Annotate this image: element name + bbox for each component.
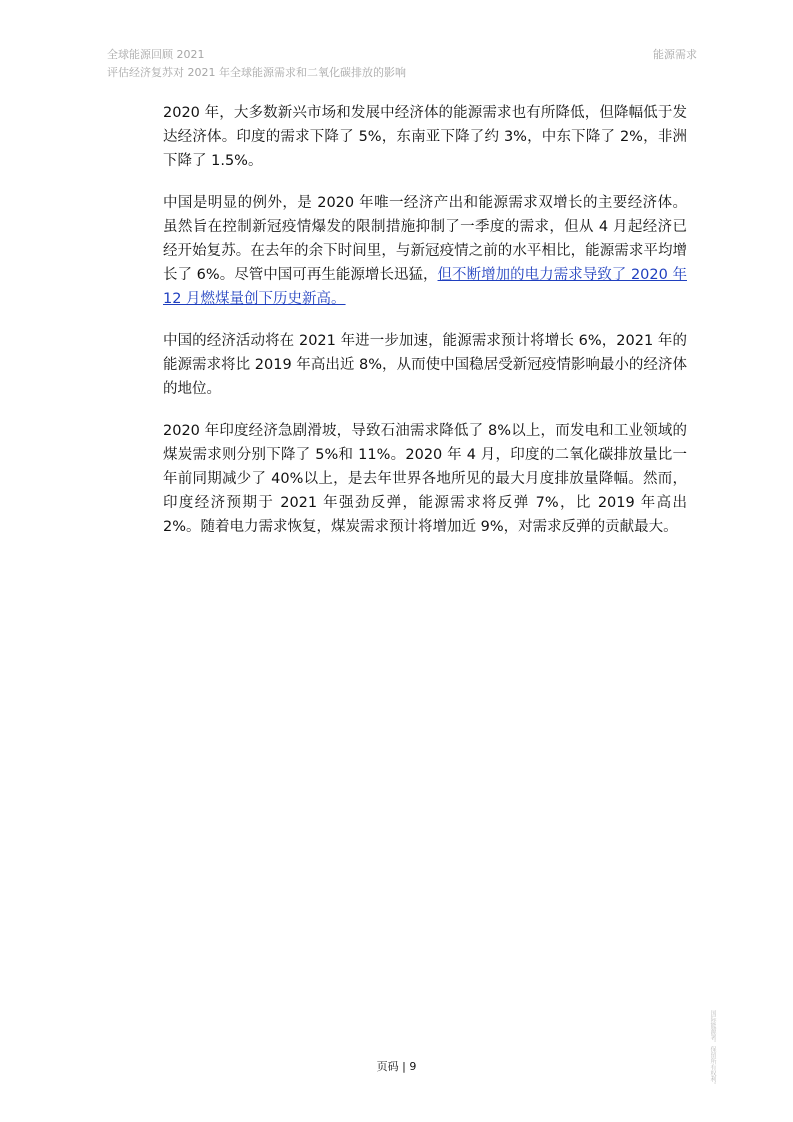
report-subtitle: 评估经济复苏对 2021 年全球能源需求和二氧化碳排放的影响: [107, 66, 406, 79]
copyright-note: 国际能源署。保留所有权利。: [709, 1010, 716, 1088]
china-paragraph-text: 中国是明显的例外，是 2020 年唯一经济产出和能源需求双增长的主要经济体。虽然旨在控制新冠疫情爆发的限制措施抑制了一季度的需求，但从 4 月起经济已经开始复苏。在去年的余下时间里，与新冠疫情之前的水平相比，能源需求平均增长了 6%。尽管中国可再生能源增长迅猛，: [163, 195, 687, 283]
body-content: [163, 101, 687, 557]
section-title: 能源需求: [653, 48, 697, 61]
coal-record-link[interactable]: 但不断增加的电力需求导致了 2020 年 12 月燃煤量创下历史新高。: [163, 267, 687, 307]
page-number: 页码 | 9: [376, 1060, 417, 1073]
report-title: 全球能源回顾 2021: [107, 48, 205, 61]
paragraph-china-exception: [163, 191, 687, 311]
paragraph-china-outlook: 中国的经济活动将在 2021 年进一步加速，能源需求预计将增长 6%，2021 年的能源需求将比 2019 年高出近 8%，从而使中国稳居受新冠疫情影响最小的经济体的地位。: [163, 333, 687, 397]
paragraph-emerging-markets: 2020 年，大多数新兴市场和发展中经济体的能源需求也有所降低，但降幅低于发达经济体。印度的需求下降了 5%，东南亚下降了约 3%，中东下降了 2%，非洲下降了 1.5%。: [163, 105, 687, 169]
paragraph-india: 2020 年印度经济急剧滑坡，导致石油需求降低了 8%以上，而发电和工业领域的煤炭需求则分别下降了 5%和 11%。2020 年 4 月，印度的二氧化碳排放量比一年前同期减少了 40%以上，是去年世界各地所见的最大月度排放量降幅。然而，印度经济预期于 2021 年强劲反弹，能源需求将反弹 7%，比 2019 年高出 2%。随着电力需求恢复，煤炭需求预计将增加近 9%，对需求反弹的贡献最大。: [163, 423, 687, 535]
page-header: [107, 46, 406, 82]
